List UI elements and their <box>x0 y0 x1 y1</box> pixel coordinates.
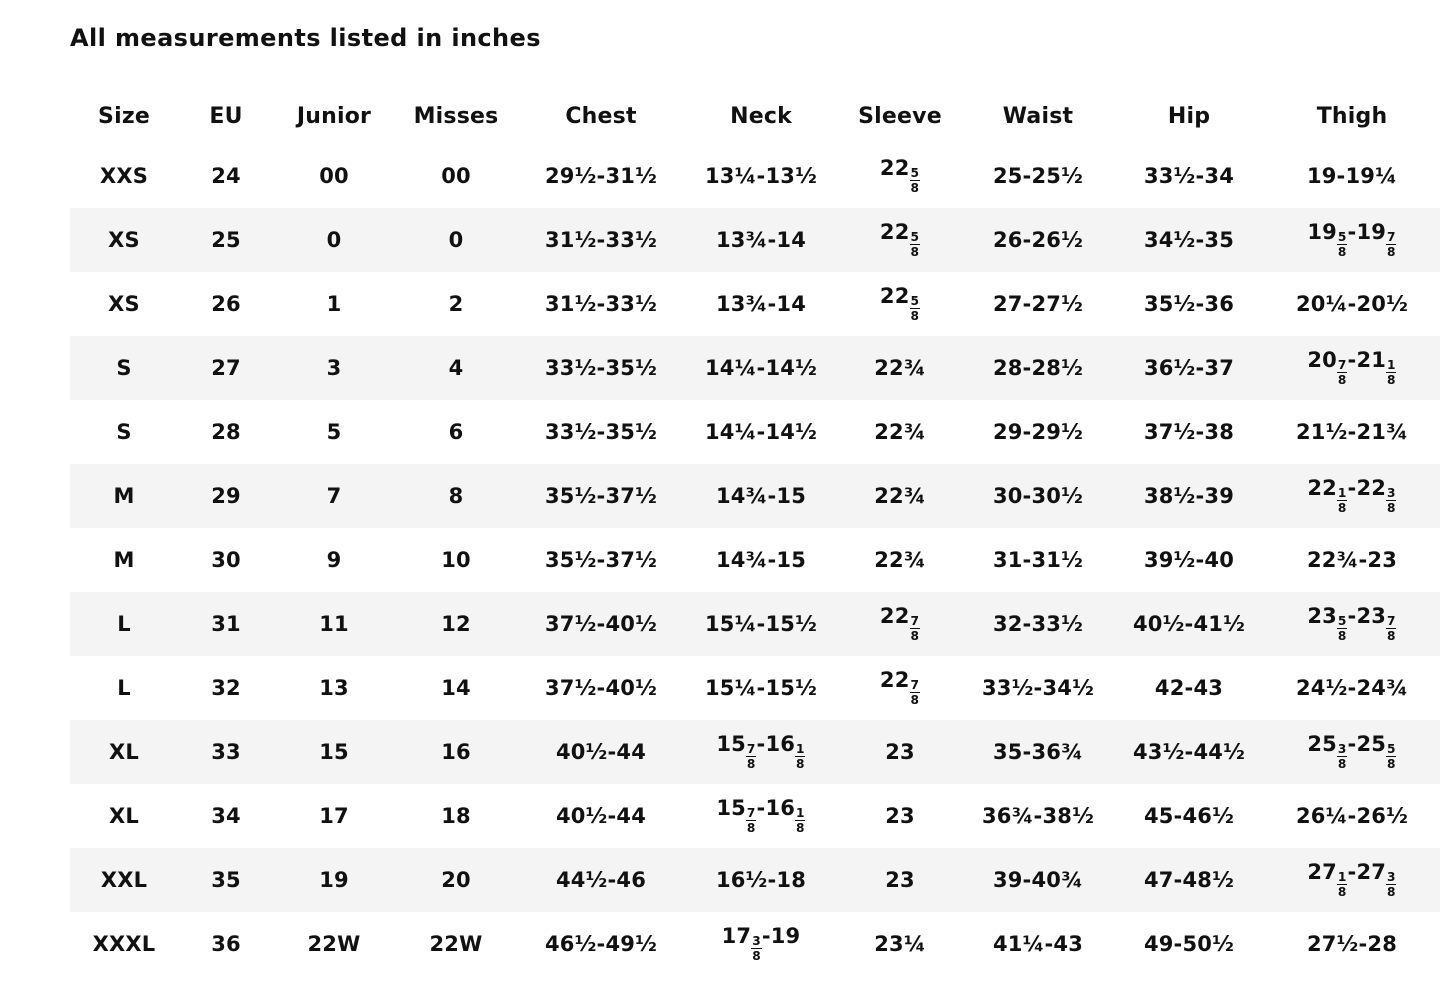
cell-neck: 13¾-14 <box>684 208 838 272</box>
cell-eu: 24 <box>211 164 241 188</box>
column-header-hip: Hip <box>1167 103 1211 129</box>
column-header-eu: EU <box>209 103 243 129</box>
cell-neck: 15 $\frac{7}{8}$ -16 $\frac{1}{8}$ <box>716 795 805 836</box>
cell-thigh: 22¾-23 <box>1306 548 1398 572</box>
cell-eu: 26 <box>211 292 241 316</box>
cell-eu: 27 <box>178 336 274 400</box>
cell-neck: 15¼-15½ <box>684 592 838 656</box>
table-header <box>70 88 1440 144</box>
cell-chest: 35½-37½ <box>544 548 658 572</box>
table-row <box>70 912 1440 976</box>
cell-junior: 0 <box>274 208 394 272</box>
cell-neck: 15¼-15½ <box>704 676 818 700</box>
cell-size: XS <box>108 292 140 316</box>
cell-sleeve: 22 $\frac{5}{8}$ <box>879 283 920 324</box>
cell-chest: 37½-40½ <box>544 676 658 700</box>
cell-eu: 31 <box>178 592 274 656</box>
cell-misses: 18 <box>441 804 471 828</box>
table-row <box>70 592 1440 656</box>
column-header-size: Size <box>98 103 150 129</box>
cell-sleeve: 23¼ <box>874 932 926 956</box>
cell-thigh: 26¼-26½ <box>1295 804 1409 828</box>
cell-hip: 38½-39 <box>1114 464 1264 528</box>
cell-junior: 22W <box>307 932 361 956</box>
cell-neck: 14¾-15 <box>715 548 807 572</box>
cell-eu: 35 <box>178 848 274 912</box>
cell-junior: 9 <box>326 548 342 572</box>
cell-neck: 16½-18 <box>684 848 838 912</box>
cell-chest: 40½-44 <box>518 720 684 784</box>
table-row <box>70 848 1440 912</box>
cell-eu: 25 <box>178 208 274 272</box>
cell-junior: 5 <box>326 420 342 444</box>
cell-sleeve: 22¾ <box>838 464 962 528</box>
cell-waist: 30-30½ <box>962 464 1114 528</box>
cell-hip: 43½-44½ <box>1114 720 1264 784</box>
cell-neck: 14¼-14½ <box>704 420 818 444</box>
cell-junior: 11 <box>274 592 394 656</box>
cell-sleeve: 22¾ <box>838 336 962 400</box>
cell-waist: 28-28½ <box>962 336 1114 400</box>
table-row <box>70 336 1440 400</box>
cell-eu: 36 <box>211 932 241 956</box>
cell-junior: 17 <box>319 804 349 828</box>
cell-junior: 13 <box>319 676 349 700</box>
cell-misses: 00 <box>441 164 471 188</box>
cell-misses: 2 <box>448 292 464 316</box>
table-row <box>70 464 1440 528</box>
cell-sleeve: 22 $\frac{7}{8}$ <box>838 592 962 656</box>
cell-waist: 26-26½ <box>962 208 1114 272</box>
cell-hip: 39½-40 <box>1143 548 1235 572</box>
table-row <box>70 720 1440 784</box>
cell-waist: 31-31½ <box>992 548 1084 572</box>
column-header-waist: Waist <box>1002 103 1074 129</box>
cell-hip: 35½-36 <box>1143 292 1235 316</box>
cell-junior: 00 <box>319 164 349 188</box>
cell-chest: 35½-37½ <box>518 464 684 528</box>
cell-eu: 32 <box>211 676 241 700</box>
cell-sleeve: 22 $\frac{7}{8}$ <box>879 667 920 708</box>
cell-waist: 35-36¾ <box>962 720 1114 784</box>
cell-size: XXXL <box>92 932 156 956</box>
table-body <box>70 144 1440 976</box>
cell-misses: 8 <box>394 464 518 528</box>
cell-misses: 4 <box>394 336 518 400</box>
cell-size: XL <box>70 720 178 784</box>
cell-eu: 29 <box>178 464 274 528</box>
cell-neck: 17 $\frac{3}{8}$ -19 <box>721 923 801 964</box>
cell-thigh: 23 $\frac{5}{8}$ -23 $\frac{7}{8}$ <box>1264 592 1440 656</box>
cell-eu: 34 <box>211 804 241 828</box>
table-row <box>70 144 1440 208</box>
cell-junior: 3 <box>274 336 394 400</box>
cell-sleeve: 23 <box>838 848 962 912</box>
cell-size: XL <box>109 804 139 828</box>
cell-eu: 30 <box>211 548 241 572</box>
cell-misses: 20 <box>394 848 518 912</box>
table-row <box>70 272 1440 336</box>
cell-misses: 12 <box>394 592 518 656</box>
cell-sleeve: 22 $\frac{5}{8}$ <box>838 208 962 272</box>
cell-neck: 14¼-14½ <box>684 336 838 400</box>
column-header-neck: Neck <box>730 103 792 129</box>
cell-thigh: 24½-24¾ <box>1295 676 1409 700</box>
cell-size: L <box>70 592 178 656</box>
cell-misses: 14 <box>441 676 471 700</box>
table-header-row <box>70 88 1440 144</box>
cell-sleeve: 23 <box>838 720 962 784</box>
cell-thigh: 22 $\frac{1}{8}$ -22 $\frac{3}{8}$ <box>1264 464 1440 528</box>
cell-hip: 42-43 <box>1154 676 1224 700</box>
table-row <box>70 528 1440 592</box>
cell-neck: 13¼-13½ <box>704 164 818 188</box>
cell-hip: 47-48½ <box>1114 848 1264 912</box>
cell-size: XS <box>70 208 178 272</box>
cell-sleeve: 22¾ <box>874 548 926 572</box>
cell-chest: 29½-31½ <box>544 164 658 188</box>
cell-chest: 31½-33½ <box>518 208 684 272</box>
column-header-chest: Chest <box>565 103 637 129</box>
cell-neck: 13¾-14 <box>715 292 807 316</box>
column-header-thigh: Thigh <box>1316 103 1388 129</box>
cell-waist: 25-25½ <box>992 164 1084 188</box>
cell-junior: 19 <box>274 848 394 912</box>
cell-waist: 41¼-43 <box>992 932 1084 956</box>
cell-size: XXL <box>70 848 178 912</box>
cell-thigh: 20 $\frac{7}{8}$ -21 $\frac{1}{8}$ <box>1264 336 1440 400</box>
cell-size: XXS <box>99 164 149 188</box>
cell-junior: 1 <box>326 292 342 316</box>
cell-size: L <box>117 676 131 700</box>
column-header-junior: Junior <box>296 103 372 129</box>
column-header-sleeve: Sleeve <box>858 103 942 129</box>
cell-thigh: 20¼-20½ <box>1295 292 1409 316</box>
cell-size: M <box>70 464 178 528</box>
cell-hip: 34½-35 <box>1114 208 1264 272</box>
cell-neck: 14¾-15 <box>684 464 838 528</box>
cell-waist: 39-40¾ <box>962 848 1114 912</box>
cell-hip: 33½-34 <box>1143 164 1235 188</box>
cell-thigh: 27 $\frac{1}{8}$ -27 $\frac{3}{8}$ <box>1264 848 1440 912</box>
cell-thigh: 19-19¼ <box>1306 164 1398 188</box>
cell-thigh: 25 $\frac{3}{8}$ -25 $\frac{5}{8}$ <box>1264 720 1440 784</box>
table-row <box>70 784 1440 848</box>
cell-thigh: 21½-21¾ <box>1295 420 1409 444</box>
cell-thigh: 19 $\frac{5}{8}$ -19 $\frac{7}{8}$ <box>1264 208 1440 272</box>
cell-junior: 7 <box>274 464 394 528</box>
cell-chest: 44½-46 <box>518 848 684 912</box>
cell-misses: 0 <box>394 208 518 272</box>
cell-misses: 6 <box>448 420 464 444</box>
cell-hip: 36½-37 <box>1114 336 1264 400</box>
page-title: All measurements listed in inches <box>70 24 541 52</box>
cell-eu: 28 <box>211 420 241 444</box>
cell-misses: 10 <box>441 548 471 572</box>
cell-chest: 46½-49½ <box>544 932 658 956</box>
cell-sleeve: 23 <box>885 804 915 828</box>
cell-junior: 15 <box>274 720 394 784</box>
cell-neck: 15 $\frac{7}{8}$ -16 $\frac{1}{8}$ <box>684 720 838 784</box>
column-header-misses: Misses <box>413 103 499 129</box>
cell-misses: 22W <box>429 932 483 956</box>
cell-sleeve: 22¾ <box>874 420 926 444</box>
size-chart-table <box>70 88 1440 976</box>
table-row <box>70 656 1440 720</box>
cell-chest: 37½-40½ <box>518 592 684 656</box>
cell-waist: 36¾-38½ <box>981 804 1095 828</box>
cell-waist: 29-29½ <box>992 420 1084 444</box>
cell-misses: 16 <box>394 720 518 784</box>
cell-waist: 27-27½ <box>992 292 1084 316</box>
cell-size: M <box>113 548 135 572</box>
cell-waist: 32-33½ <box>962 592 1114 656</box>
cell-hip: 40½-41½ <box>1114 592 1264 656</box>
cell-hip: 45-46½ <box>1143 804 1235 828</box>
table-row <box>70 208 1440 272</box>
cell-thigh: 27½-28 <box>1306 932 1398 956</box>
cell-chest: 40½-44 <box>555 804 647 828</box>
cell-hip: 37½-38 <box>1143 420 1235 444</box>
cell-chest: 33½-35½ <box>518 336 684 400</box>
cell-eu: 33 <box>178 720 274 784</box>
cell-waist: 33½-34½ <box>981 676 1095 700</box>
cell-sleeve: 22 $\frac{5}{8}$ <box>879 155 920 196</box>
table-row <box>70 400 1440 464</box>
cell-size: S <box>116 420 132 444</box>
cell-hip: 49-50½ <box>1143 932 1235 956</box>
cell-chest: 31½-33½ <box>544 292 658 316</box>
cell-size: S <box>70 336 178 400</box>
cell-chest: 33½-35½ <box>544 420 658 444</box>
